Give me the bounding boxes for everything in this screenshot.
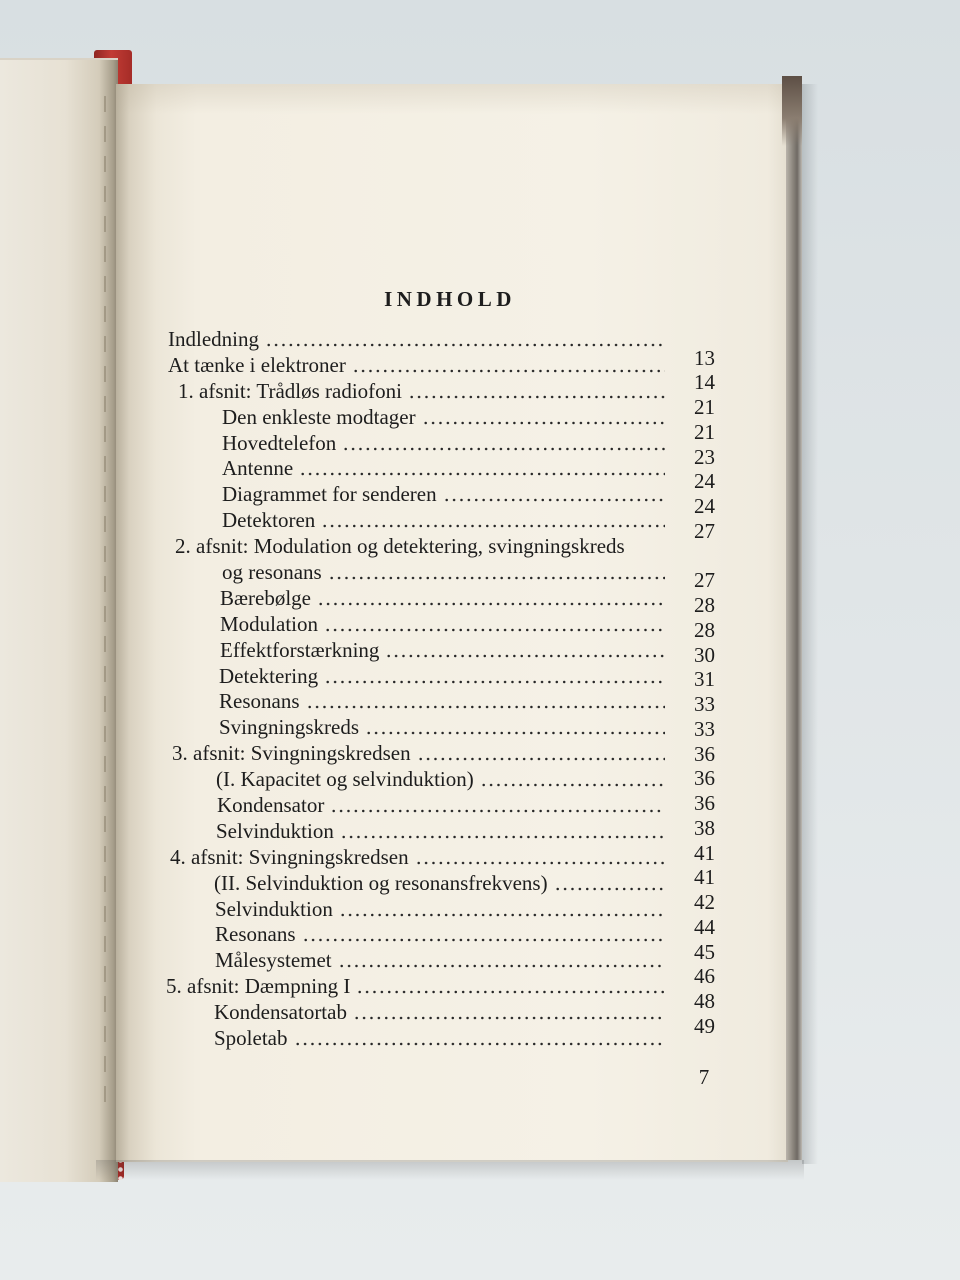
toc-page-number: 41: [694, 840, 715, 865]
page-top-shade: [116, 84, 788, 114]
folio-page-number: 7: [698, 1065, 710, 1089]
toc-page-number: 33: [694, 716, 715, 741]
toc-entry-title: Kondensator: [217, 793, 325, 818]
toc-entry: [166, 974, 665, 1000]
toc-entry: [175, 534, 665, 560]
dot-leader: [302, 922, 666, 948]
toc-entry-title: Antenne: [222, 456, 294, 481]
toc-entry: [215, 922, 665, 948]
toc-entry-title: Svingningskreds: [219, 715, 360, 740]
toc-page-number: 27: [694, 568, 715, 593]
page-block-edge: [786, 76, 802, 1160]
toc-entry-title: 4. afsnit: Svingningskredsen: [170, 844, 409, 869]
toc-entry-title: Detektoren: [222, 508, 316, 533]
dot-leader: [443, 482, 665, 508]
toc-entry-title: Selvinduktion: [215, 896, 333, 921]
toc-entry: [214, 1000, 665, 1026]
toc-entry-continuation: [222, 560, 665, 586]
toc-entry: [222, 431, 665, 457]
toc-entry-title: Indledning: [168, 327, 259, 351]
page-number-column: [671, 346, 715, 1039]
toc-entry-title: Resonans: [215, 922, 296, 947]
toc-entry-title: 1. afsnit: Trådløs radiofoni: [178, 378, 402, 403]
toc-page-number: 42: [694, 890, 715, 915]
toc-page-number: 31: [694, 667, 715, 692]
toc-entry-title: Detektering: [219, 663, 319, 688]
toc-page-number: 28: [694, 593, 715, 618]
toc-entry-title: 5. afsnit: Dæmpning I: [166, 974, 351, 999]
toc-entry-title: Selvinduktion: [216, 818, 334, 843]
toc-page-number: 36: [694, 766, 715, 791]
toc-entry: [168, 353, 665, 379]
toc-entry: [222, 405, 665, 431]
toc-page-number: 36: [694, 741, 715, 766]
page-title: INDHOLD: [384, 287, 516, 311]
toc-page-number: 48: [694, 989, 715, 1014]
toc-entry-title: (II. Selvinduktion og resonansfrekvens): [214, 870, 548, 895]
toc-entry-title: Den enkleste modtager: [222, 404, 416, 429]
toc-entry-title: Hovedtelefon: [222, 430, 337, 455]
dot-leader: [265, 327, 665, 353]
dot-leader: [321, 508, 665, 534]
toc-entry: [172, 741, 665, 767]
dot-leader: [415, 845, 665, 871]
cover-shadow: [802, 84, 818, 1164]
toc-entry-title: Effektforstærkning: [220, 637, 380, 662]
dot-leader: [352, 353, 665, 379]
toc-entry-title: Kondensatortab: [214, 1000, 347, 1025]
dot-leader: [342, 431, 665, 457]
dot-leader: [353, 1000, 665, 1026]
page-block-corner: [782, 76, 802, 146]
dot-leader: [294, 1026, 666, 1052]
toc-page-number: 23: [694, 444, 715, 469]
dot-leader: [324, 664, 665, 690]
toc-page-number: 28: [694, 617, 715, 642]
toc-page-number: 24: [694, 469, 715, 494]
dot-leader: [299, 456, 665, 482]
toc-entry: [215, 897, 665, 923]
toc-entry-title: Spoletab: [214, 1026, 288, 1051]
toc-entry-title: 3. afsnit: Svingningskredsen: [172, 741, 411, 766]
toc-page-number: 24: [694, 494, 715, 519]
toc-page-number: 21: [694, 419, 715, 444]
dot-leader: [330, 793, 665, 819]
dot-leader: [385, 638, 665, 664]
dot-leader: [339, 897, 665, 923]
toc-entry-title: Resonans: [219, 689, 300, 714]
dot-leader: [422, 405, 665, 431]
toc-entry: [217, 793, 665, 819]
toc-entry: [219, 715, 665, 741]
toc-entry-title: 2. afsnit: Modulation og detektering, svingningskreds: [175, 534, 625, 559]
toc-entry: [220, 586, 665, 612]
toc-entry: [178, 379, 665, 405]
dot-leader: [317, 586, 665, 612]
dot-leader: [324, 612, 665, 638]
toc-entry: [168, 327, 665, 353]
toc-entry-title: Modulation: [220, 611, 318, 636]
toc-page-number: 46: [694, 964, 715, 989]
toc-page-number: 13: [694, 345, 715, 370]
dot-leader: [365, 715, 665, 741]
toc-entry: [170, 845, 665, 871]
dot-leader: [328, 560, 665, 586]
dot-leader: [306, 689, 666, 715]
toc-entry-title: Målesystemet: [215, 948, 332, 973]
toc-entry: [222, 482, 665, 508]
toc-entry: [222, 456, 665, 482]
toc-entry-title: Bærebølge: [220, 585, 311, 610]
toc-entry-title: (I. Kapacitet og selvinduktion): [216, 767, 474, 792]
toc-entry: [219, 664, 665, 690]
toc-entry: [215, 948, 665, 974]
toc-page-number: 14: [694, 370, 715, 395]
dot-leader: [338, 948, 665, 974]
dot-leader: [356, 974, 665, 1000]
toc-entry: [216, 819, 665, 845]
toc-page-number: 27: [694, 518, 715, 543]
toc-page-number: 21: [694, 395, 715, 420]
toc-page-number-spacer: [671, 544, 715, 569]
dot-leader: [408, 379, 665, 405]
toc-entry: [214, 1026, 665, 1052]
toc-entry: [214, 871, 665, 897]
toc-page-number: 44: [694, 914, 715, 939]
toc-entry: [216, 767, 665, 793]
dot-leader: [340, 819, 665, 845]
toc-entry: [222, 508, 665, 534]
toc-entry-title: og resonans: [222, 560, 322, 585]
toc-page-number: 30: [694, 642, 715, 667]
toc-entry: [220, 612, 665, 638]
dot-leader: [554, 871, 665, 897]
toc-entry: [220, 638, 665, 664]
toc-entry-title: At tænke i elektroner: [168, 352, 346, 377]
toc-page-number: 45: [694, 939, 715, 964]
table-of-contents: [0, 327, 700, 1052]
dot-leader: [480, 767, 665, 793]
toc-page-number: 36: [694, 791, 715, 816]
toc-page-number: 38: [694, 815, 715, 840]
toc-page-number: 49: [694, 1013, 715, 1038]
page-bottom-shadow: [96, 1160, 804, 1180]
toc-entry-title: Diagrammet for senderen: [222, 482, 437, 507]
toc-page-number: 41: [694, 865, 715, 890]
toc-entry: [219, 689, 665, 715]
toc-page-number: 33: [694, 692, 715, 717]
dot-leader: [417, 741, 665, 767]
